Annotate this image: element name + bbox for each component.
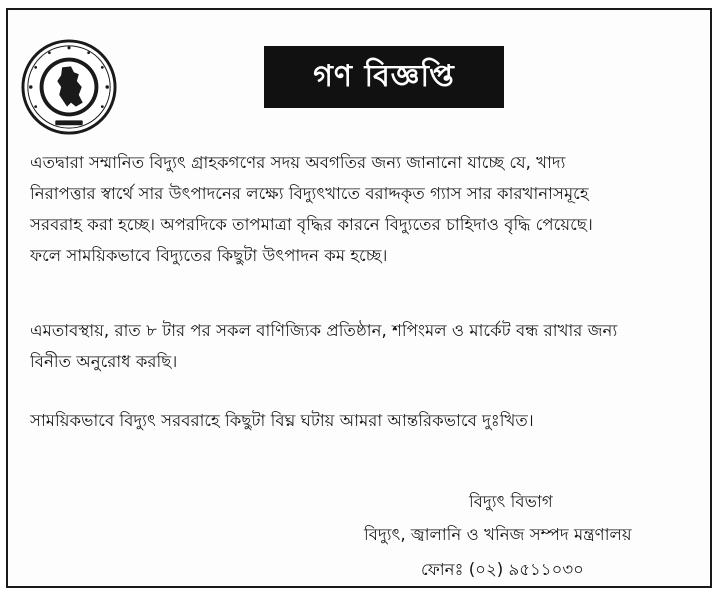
- signature-ministry: বিদ্যুৎ, জ্বালানি ও খনিজ সম্পদ মন্ত্রণালয়: [364, 525, 632, 544]
- paragraph-line: সাময়িকভাবে বিদ্যুৎ সরবরাহে কিছুটা বিঘ্ন ঘটায় আমরা আন্তরিকভাবে দুঃখিত।: [30, 411, 534, 430]
- paragraph-line: এমতাবস্থায়, রাত ৮ টার পর সকল বাণিজ্যিক প্রতিষ্ঠান, শপিংমল ও মার্কেট বন্ধ রাখার জন্য: [30, 321, 618, 340]
- notice-title: গণ বিজ্ঞপ্তি: [313, 58, 455, 94]
- signature-phone: ফোনঃ (০২) ৯৫১১০৩০: [421, 560, 584, 579]
- paragraph-intro: [30, 147, 702, 271]
- signature-department: বিদ্যুৎ বিভাগ: [469, 492, 553, 511]
- paragraph-line: নিরাপত্তার স্বার্থে সার উৎপাদনের লক্ষ্যে বিদ্যুৎখাতে বরাদ্দকৃত গ্যাস সার কারখানাসমূহে: [30, 184, 589, 203]
- paragraph-line: ফলে সাময়িকভাবে বিদ্যুতের কিছুটা উৎপাদন কম হচ্ছে।: [30, 246, 388, 265]
- notice-frame: [6, 8, 712, 588]
- paragraph-line: সরবরাহ করা হচ্ছে। অপরদিকে তাপমাত্রা বৃদ্ধির কারনে বিদ্যুতের চাহিদাও বৃদ্ধি পেয়েছে।: [30, 215, 593, 234]
- paragraph-line: এতদ্বারা সম্মানিত বিদ্যুৎ গ্রাহকগণের সদয় অবগতির জন্য জানানো যাচ্ছে যে, খাদ্য: [30, 153, 566, 172]
- government-seal-icon: [20, 38, 118, 136]
- paragraph-request: [30, 315, 702, 377]
- paragraph-line: বিনীত অনুরোধ করছি।: [30, 352, 178, 371]
- headline-banner: [264, 46, 504, 108]
- paragraph-apology: [30, 405, 702, 436]
